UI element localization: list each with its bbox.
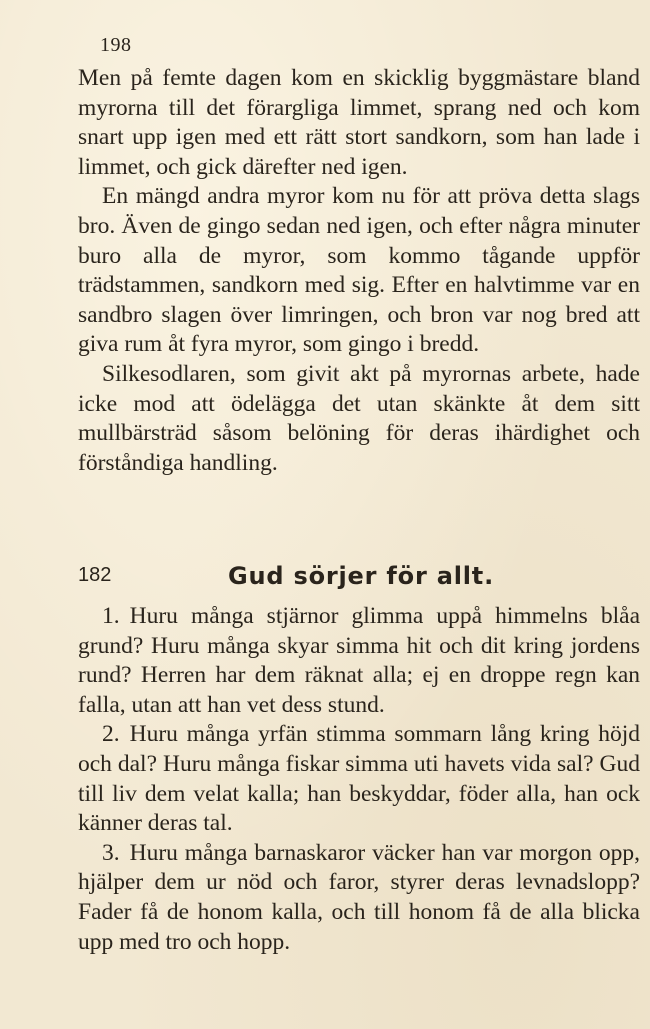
hymn-verse (78, 602, 640, 720)
verse-number: 1. (102, 603, 120, 629)
story-paragraph: En mängd andra myror kom nu för att pröva detta slags bro. Även de gingo sedan ned igen, och efter några minuter buro alla de myror, som kommo tågande uppför trädstammen, sandkorn med sig. Efter en halvtimme var en sandbro slagen över limringen, och bron var nog bred att giva rum åt fyra myror, som gingo i bredd. (78, 183, 640, 358)
page-number: 198 (100, 34, 132, 56)
verse-text: Huru många barnaskaror väcker han var morgon opp, hjälper dem ur nöd och faror, styrer deras levnadslopp? Fader få de honom kalla, och till honom få de alla blicka upp med tro och hopp. (78, 839, 640, 955)
verse-number: 2. (102, 721, 120, 748)
story-paragraph: Silkesodlaren, som givit akt på myrornas arbete, hade icke mod att ödelägga det utan skänkte åt dem sitt mullbärsträd såsom belöning för deras ihärdighet och förståndiga handling. (78, 360, 640, 476)
verse-text: Huru många stjärnor glimma uppå himmelns blåa grund? Huru många skyar simma hit och dit kring jordens rund? Herren har dem räknat alla; ej en droppe regn kan falla, utan att han vet dess stund. (78, 603, 640, 718)
hymn-number: 182 (78, 564, 112, 586)
story-paragraph: Men på femte dagen kom en skicklig byggmästare bland myrorna till det förargliga limmet, sprang ned och kom snart upp igen med ett rätt stort sandkorn, som han lade i limmet, och gick därefter ned igen. (78, 65, 640, 180)
hymn-verse (78, 839, 640, 957)
hymn-verses (78, 602, 640, 957)
hymn-title: Gud sörjer för allt. (228, 562, 494, 590)
hymn-header (78, 562, 640, 592)
story-text (78, 64, 640, 478)
hymn-verse (78, 720, 640, 838)
verse-text: Huru många yrfän stimma sommarn lång kring höjd och dal? Huru många fiskar simma uti havets vida sal? Gud till liv dem velat kalla; han beskyddar, föder alla, han ock känner deras tal. (78, 721, 640, 837)
verse-number: 3. (102, 839, 120, 866)
